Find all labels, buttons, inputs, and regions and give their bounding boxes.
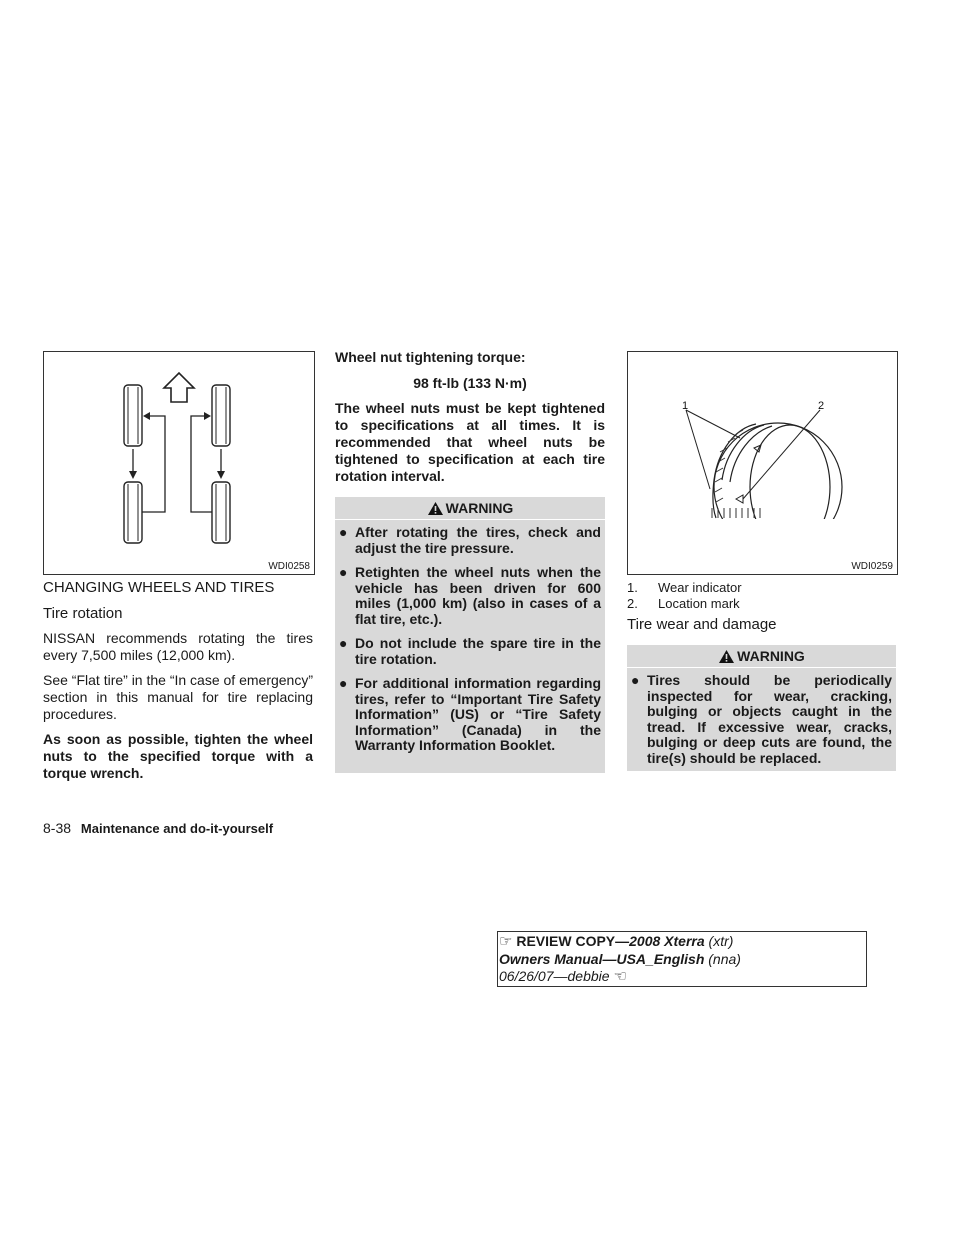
warning-item [335, 565, 601, 627]
tire-wear-diagram [628, 352, 897, 574]
warning-item [335, 676, 601, 754]
subtitle-tire-rotation: Tire rotation [43, 605, 123, 622]
callout-2: 2 [818, 400, 825, 412]
torque-label: Wheel nut tightening torque: [335, 349, 526, 365]
subtitle-tire-wear: Tire wear and damage [627, 616, 777, 633]
callout-1: 1 [682, 400, 689, 412]
warning-item-text: Retighten the wheel nuts when the vehicle has been driven for 600 miles (1,000 km) (also in cases of a flat tire, etc.). [355, 564, 601, 627]
paragraph-wheel-nuts: The wheel nuts must be kept tightened to specifications at all times. It is recommended that wheel nuts be tightened to specification at each tire rotation interval. [335, 400, 605, 484]
bullet-icon: ● [339, 675, 348, 691]
review-model-code: (xtr) [704, 933, 734, 949]
warning-triangle-icon [427, 501, 444, 516]
warning-item [335, 525, 601, 556]
warning-item [627, 673, 892, 766]
figure-code: WDI0258 [268, 561, 310, 572]
bullet-icon: ● [339, 564, 348, 580]
warning-header [627, 645, 896, 668]
page-number: 8-38 [43, 820, 72, 836]
paragraph-flat-tire-reference: See “Flat tire” in the “In case of emergency” section in this manual for tire replacing procedures. [43, 672, 313, 722]
paragraph-tighten-nuts: As soon as possible, tighten the wheel nuts to the specified torque with a torque wrench. [43, 731, 313, 781]
legend-item [627, 580, 896, 596]
review-copy-label: REVIEW COPY— [516, 933, 630, 949]
legend-number: 1. [627, 580, 638, 595]
review-date-editor: 06/26/07—debbie [499, 968, 610, 984]
legend-number: 2. [627, 596, 638, 611]
warning-item [335, 636, 601, 667]
section-title: CHANGING WHEELS AND TIRES [43, 579, 275, 596]
bullet-icon: ● [631, 672, 640, 688]
warning-title: WARNING [737, 648, 805, 664]
legend-text: Location mark [658, 596, 740, 611]
paragraph-recommendation: NISSAN recommends rotating the tires every 7,500 miles (12,000 km). [43, 630, 313, 663]
warning-item-text: For additional information regarding tires, refer to “Important Tire Safety Information” (US) or “Tire Safety Information” (Canada) in the Warranty Information Booklet. [355, 675, 601, 753]
legend-item [627, 596, 896, 612]
warning-box-rotation [335, 497, 605, 773]
review-line-3 [499, 968, 866, 986]
tire-wear-figure [627, 351, 898, 575]
review-manual: Owners Manual—USA_English [499, 950, 705, 967]
torque-value: 98 ft-lb (133 N·m) [413, 375, 527, 391]
bullet-icon: ● [339, 635, 348, 651]
warning-title: WARNING [445, 500, 514, 516]
warning-triangle-icon [718, 649, 735, 664]
footer-section-name: Maintenance and do-it-yourself [80, 821, 274, 836]
tire-rotation-figure [43, 351, 315, 575]
review-line-2 [499, 951, 866, 969]
review-line-1 [499, 933, 866, 951]
figure-code: WDI0259 [851, 561, 893, 572]
review-copy-stamp [497, 931, 867, 987]
pointing-hand-right-icon: ☞ [499, 933, 513, 950]
pointing-hand-left-icon: ☜ [613, 968, 627, 985]
warning-item-text: Do not include the spare tire in the tire rotation. [355, 635, 601, 667]
legend-text: Wear indicator [658, 580, 742, 595]
tire-rotation-diagram [44, 352, 314, 574]
warning-box-tire-wear [627, 645, 896, 771]
page-footer [43, 820, 273, 837]
bullet-icon: ● [339, 524, 348, 540]
warning-item-text: After rotating the tires, check and adjust the tire pressure. [355, 524, 601, 556]
review-model: 2008 Xterra [629, 933, 705, 949]
review-manual-code: (nna) [704, 950, 741, 967]
warning-header [335, 497, 605, 520]
warning-item-text: Tires should be periodically inspected for wear, cracking, bulging or objects caught in the tread. If excessive wear, cracks, bulging or deep cuts are found, the tire(s) should be replaced. [647, 672, 892, 766]
